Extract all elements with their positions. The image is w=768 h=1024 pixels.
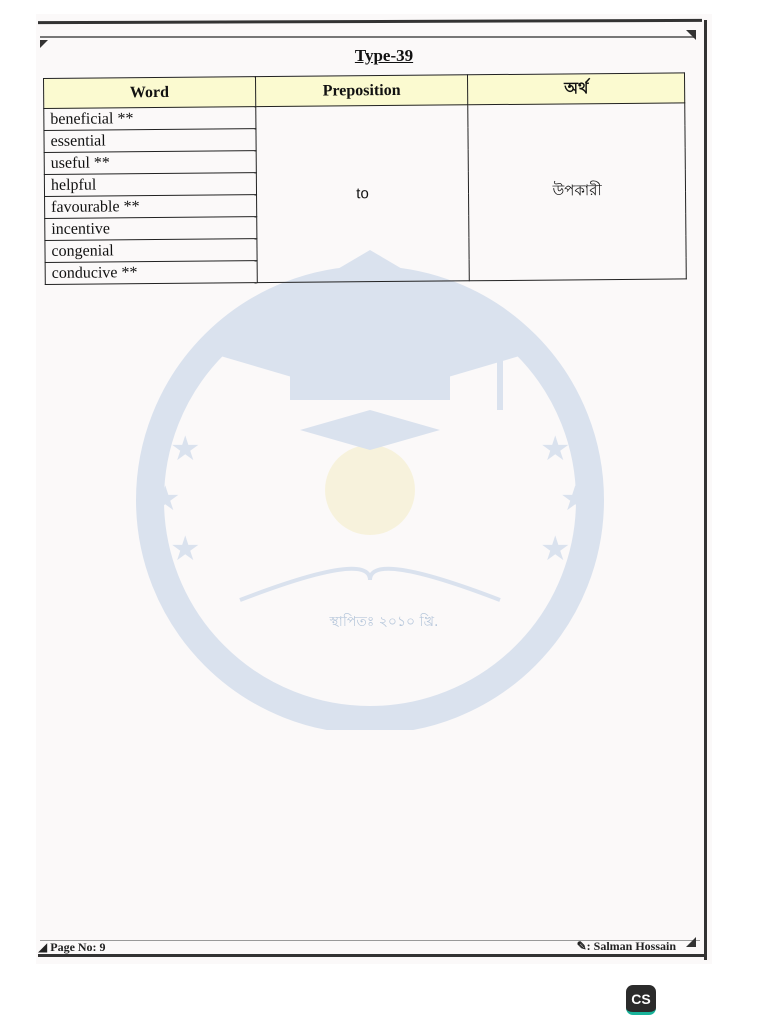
word-cell: beneficial ** (44, 107, 256, 131)
table-row (44, 103, 685, 131)
word-cell: useful ** (44, 151, 256, 175)
arrow-icon: ◢ (38, 940, 51, 954)
page-border-top-inner (40, 36, 696, 38)
svg-text:★: ★ (540, 431, 571, 468)
corner-ornament-bottom-right (686, 937, 696, 947)
corner-ornament-top-right (686, 30, 696, 40)
page-border-bottom (38, 954, 706, 957)
word-cell: incentive (45, 217, 257, 241)
header-preposition: Preposition (255, 75, 468, 107)
pen-icon: ✎: (576, 939, 594, 953)
section-title: Type-39 (354, 46, 414, 65)
word-cell: congenial (45, 239, 257, 263)
author-footer (577, 939, 676, 954)
svg-text:★: ★ (150, 481, 181, 518)
page-number-footer (38, 940, 106, 955)
camscanner-badge[interactable]: CS (626, 985, 656, 1015)
vocabulary-table (43, 72, 687, 285)
page-border-right (704, 20, 707, 960)
header-meaning: অর্থ (468, 73, 685, 105)
meaning-cell: উপকারী (468, 103, 686, 281)
page-number: Page No: 9 (50, 940, 106, 954)
word-cell: helpful (44, 173, 256, 197)
svg-text:★: ★ (560, 481, 591, 518)
svg-text:★: ★ (170, 431, 201, 468)
watermark-seal (110, 250, 630, 730)
word-cell: essential (44, 129, 256, 153)
preposition-cell: to (255, 105, 469, 283)
word-cell: favourable ** (45, 195, 257, 219)
author-name: Salman Hossain (593, 939, 676, 953)
header-word: Word (44, 77, 256, 109)
word-cell: conducive ** (45, 261, 257, 285)
watermark-founded-text: স্থাপিতঃ ২০১০ খ্রি. (329, 614, 439, 630)
svg-text:★: ★ (540, 531, 571, 568)
svg-text:★: ★ (170, 531, 201, 568)
